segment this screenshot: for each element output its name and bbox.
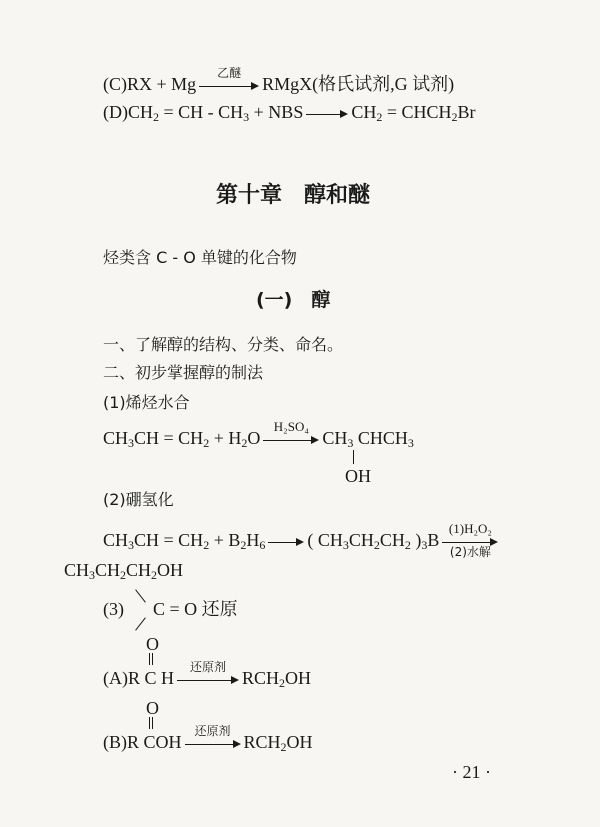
reaction-arrow bbox=[306, 104, 348, 124]
method3-a-oxygen: O bbox=[146, 634, 159, 654]
intro-text: 烃类含 C - O 单键的化合物 bbox=[103, 248, 297, 267]
reaction-arrow bbox=[199, 65, 259, 96]
method3-b-oxygen: O bbox=[146, 698, 159, 718]
bond-line bbox=[135, 617, 146, 630]
method3-carbonyl: C = O 还原 bbox=[153, 599, 238, 619]
method3-label: (3) bbox=[103, 599, 124, 619]
reaction-arrow bbox=[185, 723, 241, 754]
double-bond bbox=[149, 653, 153, 665]
arrow-condition: 乙醚 bbox=[217, 65, 242, 80]
method2-label: (2)硼氢化 bbox=[103, 490, 174, 509]
arrow-condition: (1)H₂O₂ bbox=[448, 520, 492, 536]
method1-reaction: $CH_3CH = CH_2 + H_2O$ H₂SO₄ $CH_3$ $CHCH_3$ bbox=[103, 418, 414, 450]
bond-line bbox=[135, 589, 146, 602]
chapter-title: 第十章 醇和醚 bbox=[216, 183, 371, 208]
section-title: (一) 醇 bbox=[256, 289, 331, 311]
reaction-c bbox=[103, 65, 455, 96]
reaction-d: $(D)CH_2$ = CH - $CH_3$ + NBS $CH_2$ = $CHCH_2Br$ bbox=[103, 102, 476, 124]
method1-label: (1)烯烃水合 bbox=[103, 393, 190, 412]
page-number: · 21 · bbox=[452, 762, 491, 782]
method2-reaction: $CH_3CH = CH_2 + B_2H_6$ ( $CH_3CH_2CH_2$ )$_3B$ (1)H₂O₂ (2)水解 bbox=[103, 530, 501, 552]
arrow-condition: 还原剂 bbox=[194, 723, 231, 738]
arrow-condition-below: (2)水解 bbox=[449, 544, 491, 559]
bond-line bbox=[353, 450, 354, 464]
arrow-condition: 还原剂 bbox=[189, 659, 226, 674]
reaction-arrow bbox=[442, 520, 498, 559]
arrow-condition: H₂SO₄ bbox=[273, 418, 309, 434]
reaction-c-reactants: (C)RX + Mg bbox=[103, 74, 197, 94]
method3-a-reaction: (A)R C H 还原剂 $RCH_2OH$ bbox=[103, 659, 312, 690]
reaction-arrow bbox=[268, 532, 304, 552]
reaction-arrow bbox=[177, 659, 239, 690]
point-1: 一、了解醇的结构、分类、命名。 bbox=[103, 335, 344, 354]
method3-b-reaction: (B)R COH 还原剂 $RCH_2OH$ bbox=[103, 723, 313, 754]
double-bond bbox=[149, 717, 153, 729]
reaction-arrow bbox=[263, 418, 319, 450]
reaction-c-product: RMgX(格氏试剂,G 试剂) bbox=[262, 74, 455, 94]
method1-oh: OH bbox=[345, 466, 371, 486]
method2-product: $CH_3CH_2CH_2OH$ bbox=[64, 560, 184, 582]
point-2: 二、初步掌握醇的制法 bbox=[103, 363, 264, 382]
